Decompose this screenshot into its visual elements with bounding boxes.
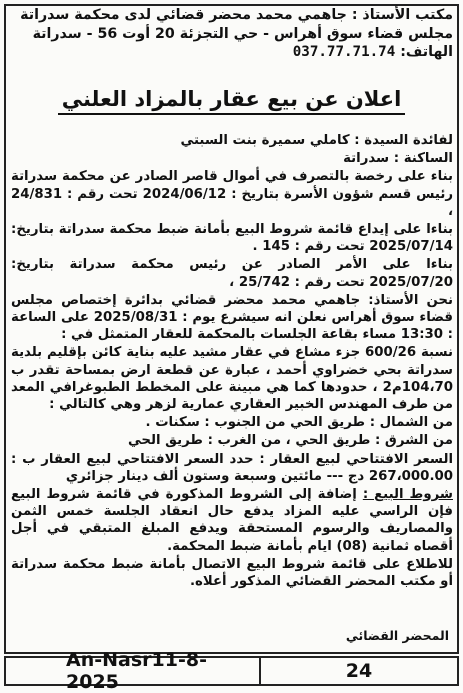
boundaries-north-south: من الشمال : طريق الحي من الجنوب : سكنات .: [145, 415, 453, 431]
header-phone-line: [13, 43, 453, 62]
office-header: [13, 6, 453, 62]
ad-title-wrap: [0, 87, 463, 111]
contact-info: للاطلاع على قائمة شروط البيع الاتصال بأمانة ضبط محكمة سدراتة أو مكتب المحضر القضائي المذكور أعلاه.: [11, 556, 453, 590]
ad-title: اعلان عن بيع عقار بالمزاد العلني: [58, 87, 406, 115]
sale-conditions: [11, 486, 453, 555]
sale-conditions-text: إضافة إلى الشروط المذكورة في قائمة شروط البيع فإن الراسي عليه المزاد يدفع حال انعقاد الجلسة خمس الثمن والمصاريف والرسوم المستحقة ويدفع المبلغ المتبقي في أجل أقصاه ثمانية (08) ايام بأمانة ضبط المحكمة.: [11, 487, 453, 554]
header-line-2: مجلس قضاء سوق أهراس - حي التجزئة 20 أوت 56 - سدراتة: [32, 25, 453, 42]
paragraph-property: نسبة 600/26 جزء مشاع في عقار مشيد عليه بناية كائن بإقليم بلدية سدراتة بحي خضراوي أحمد ، عبارة عن قطعة ارض بمساحة تقدر ب 104،70م2 ، حدودها كما هي مبينة على المخطط الطبوغرافي المعد من طرف المهندس الخبير العقاري عمارية لزهر وهي كالتالي :: [11, 345, 453, 413]
footer-bar: [4, 649, 459, 693]
phone-label: الهاتف:: [400, 44, 453, 60]
paragraph-deposit: بناءا على إيداع قائمة شروط البيع بأمانة ضبط محكمة سدراتة بتاريخ: 2025/07/14 تحت رقم : 145 .: [11, 222, 453, 255]
page-number: 24: [345, 660, 373, 682]
sale-conditions-label: شروط البيع :: [362, 487, 453, 503]
paragraph-license: بناء على رخصة بالتصرف في أموال قاصر الصادر عن محكمة سدراتة رئيس قسم شؤون الأسرة بتاريخ : 2024/06/12 تحت رقم : 24/831 ،: [11, 169, 453, 219]
phone-number: 037.77.71.74: [292, 44, 396, 60]
paragraph-announcement: نحن الأستاذ: جاهمي محمد محضر قضائي بدائرة إختصاص مجلس قضاء سوق أهراس نعلن انه سيشرع يوم : 2025/08/31 على الساعة : 13:30 مساء بقاعة الجلسات بالمحكمة للعقار المتمثل في :: [11, 292, 453, 343]
header-line-1: مكتب الأستاذ : جاهمي محمد محضر قضائي لدى محكمة سدراتة: [20, 7, 453, 23]
paragraph-order: بناءا على الأمر الصادر عن رئيس محكمة سدراتة بتاريخ: 2025/07/20 تحت رقم : 25/742 ،: [11, 257, 453, 290]
opening-price: السعر الافتتاحي لبيع العقار : حدد السعر الافتتاحي لبيع العقار ب : 267،000.00 دج --- مائتين وسبعة وستون ألف دينار جزائري: [11, 451, 453, 484]
signature: المحضر القضائي: [345, 628, 449, 643]
residence: الساكنة : سدراتة: [343, 151, 453, 167]
ad-body: [11, 132, 453, 591]
publication-reference: An-Nasr11-8-2025: [6, 658, 261, 684]
beneficiary: لفائدة السيدة : كاملي سميرة بنت السبتي: [180, 133, 453, 148]
boundaries-east-west: من الشرق : طريق الحي ، من الغرب : طريق الحي: [127, 433, 453, 449]
